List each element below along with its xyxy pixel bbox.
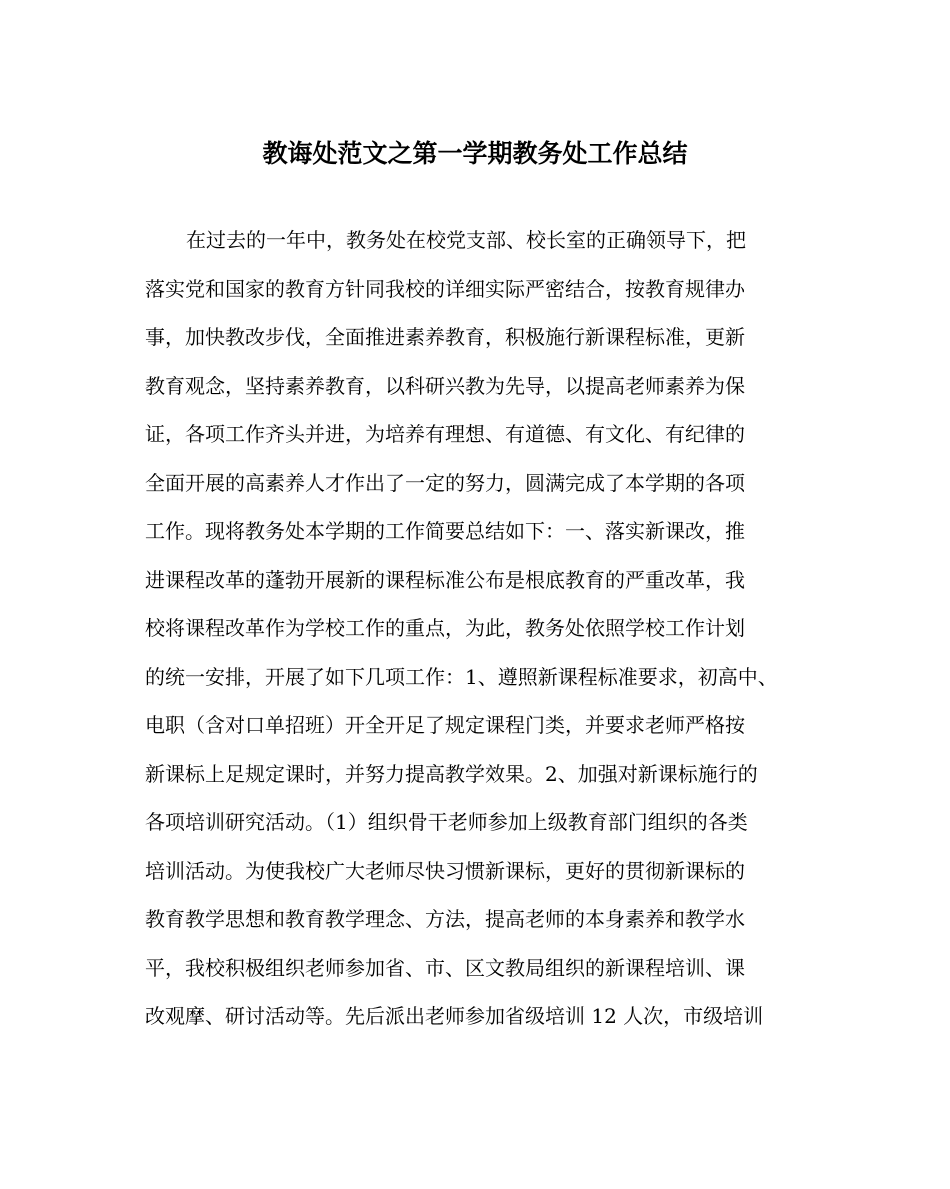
body-line: 平，我校积极组织老师参加省、市、区文教局组织的新课程培训、课 <box>145 955 745 980</box>
body-line: 新课标上足规定课时，并努力提高教学效果。2、加强对新课标施行的 <box>145 761 758 786</box>
body-line: 工作。现将教务处本学期的工作简要总结如下：一、落实新课改，推 <box>145 519 745 543</box>
body-line: 事，加快教改步伐，全面推进素养教育，积极施行新课程标准，更新 <box>145 325 745 349</box>
body-line: 培训活动。为使我校广大老师尽快习惯新课标，更好的贯彻新课标的 <box>145 858 745 883</box>
body-line: 改观摩、研讨活动等。先后派出老师参加省级培训 12 人次，市级培训 <box>145 1004 764 1028</box>
body-line: 教育教学思想和教育教学理念、方法，提高老师的本身素养和教学水 <box>145 907 745 931</box>
body-line: 在过去的一年中，教务处在校党支部、校长室的正确领导下，把 <box>186 228 746 252</box>
body-line: 各项培训研究活动。（1）组织骨干老师参加上级教育部门组织的各类 <box>145 810 748 834</box>
body-line: 教育观念，坚持素养教育，以科研兴教为先导，以提高老师素养为保 <box>145 373 745 398</box>
body-line: 证，各项工作齐头并进，为培养有理想、有道德、有文化、有纪律的 <box>145 422 745 446</box>
body-line: 落实党和国家的教育方针同我校的详细实际严密结合，按教育规律办 <box>145 276 745 301</box>
body-line: 全面开展的高素养人才作出了一定的努力，圆满完成了本学期的各项 <box>145 470 745 495</box>
body-line: 电职（含对口单招班）开全开足了规定课程门类，并要求老师严格按 <box>145 713 745 737</box>
document-body <box>145 222 825 1047</box>
body-line: 的统一安排，开展了如下几项工作：1、遵照新课程标准要求，初高中、 <box>145 664 778 689</box>
document-title: 教诲处范文之第一学期教务处工作总结 <box>262 139 688 168</box>
body-line: 校将课程改革作为学校工作的重点，为此，教务处依照学校工作计划 <box>145 616 745 640</box>
body-line: 进课程改革的蓬勃开展新的课程标准公布是根底教育的严重改革，我 <box>145 567 745 592</box>
